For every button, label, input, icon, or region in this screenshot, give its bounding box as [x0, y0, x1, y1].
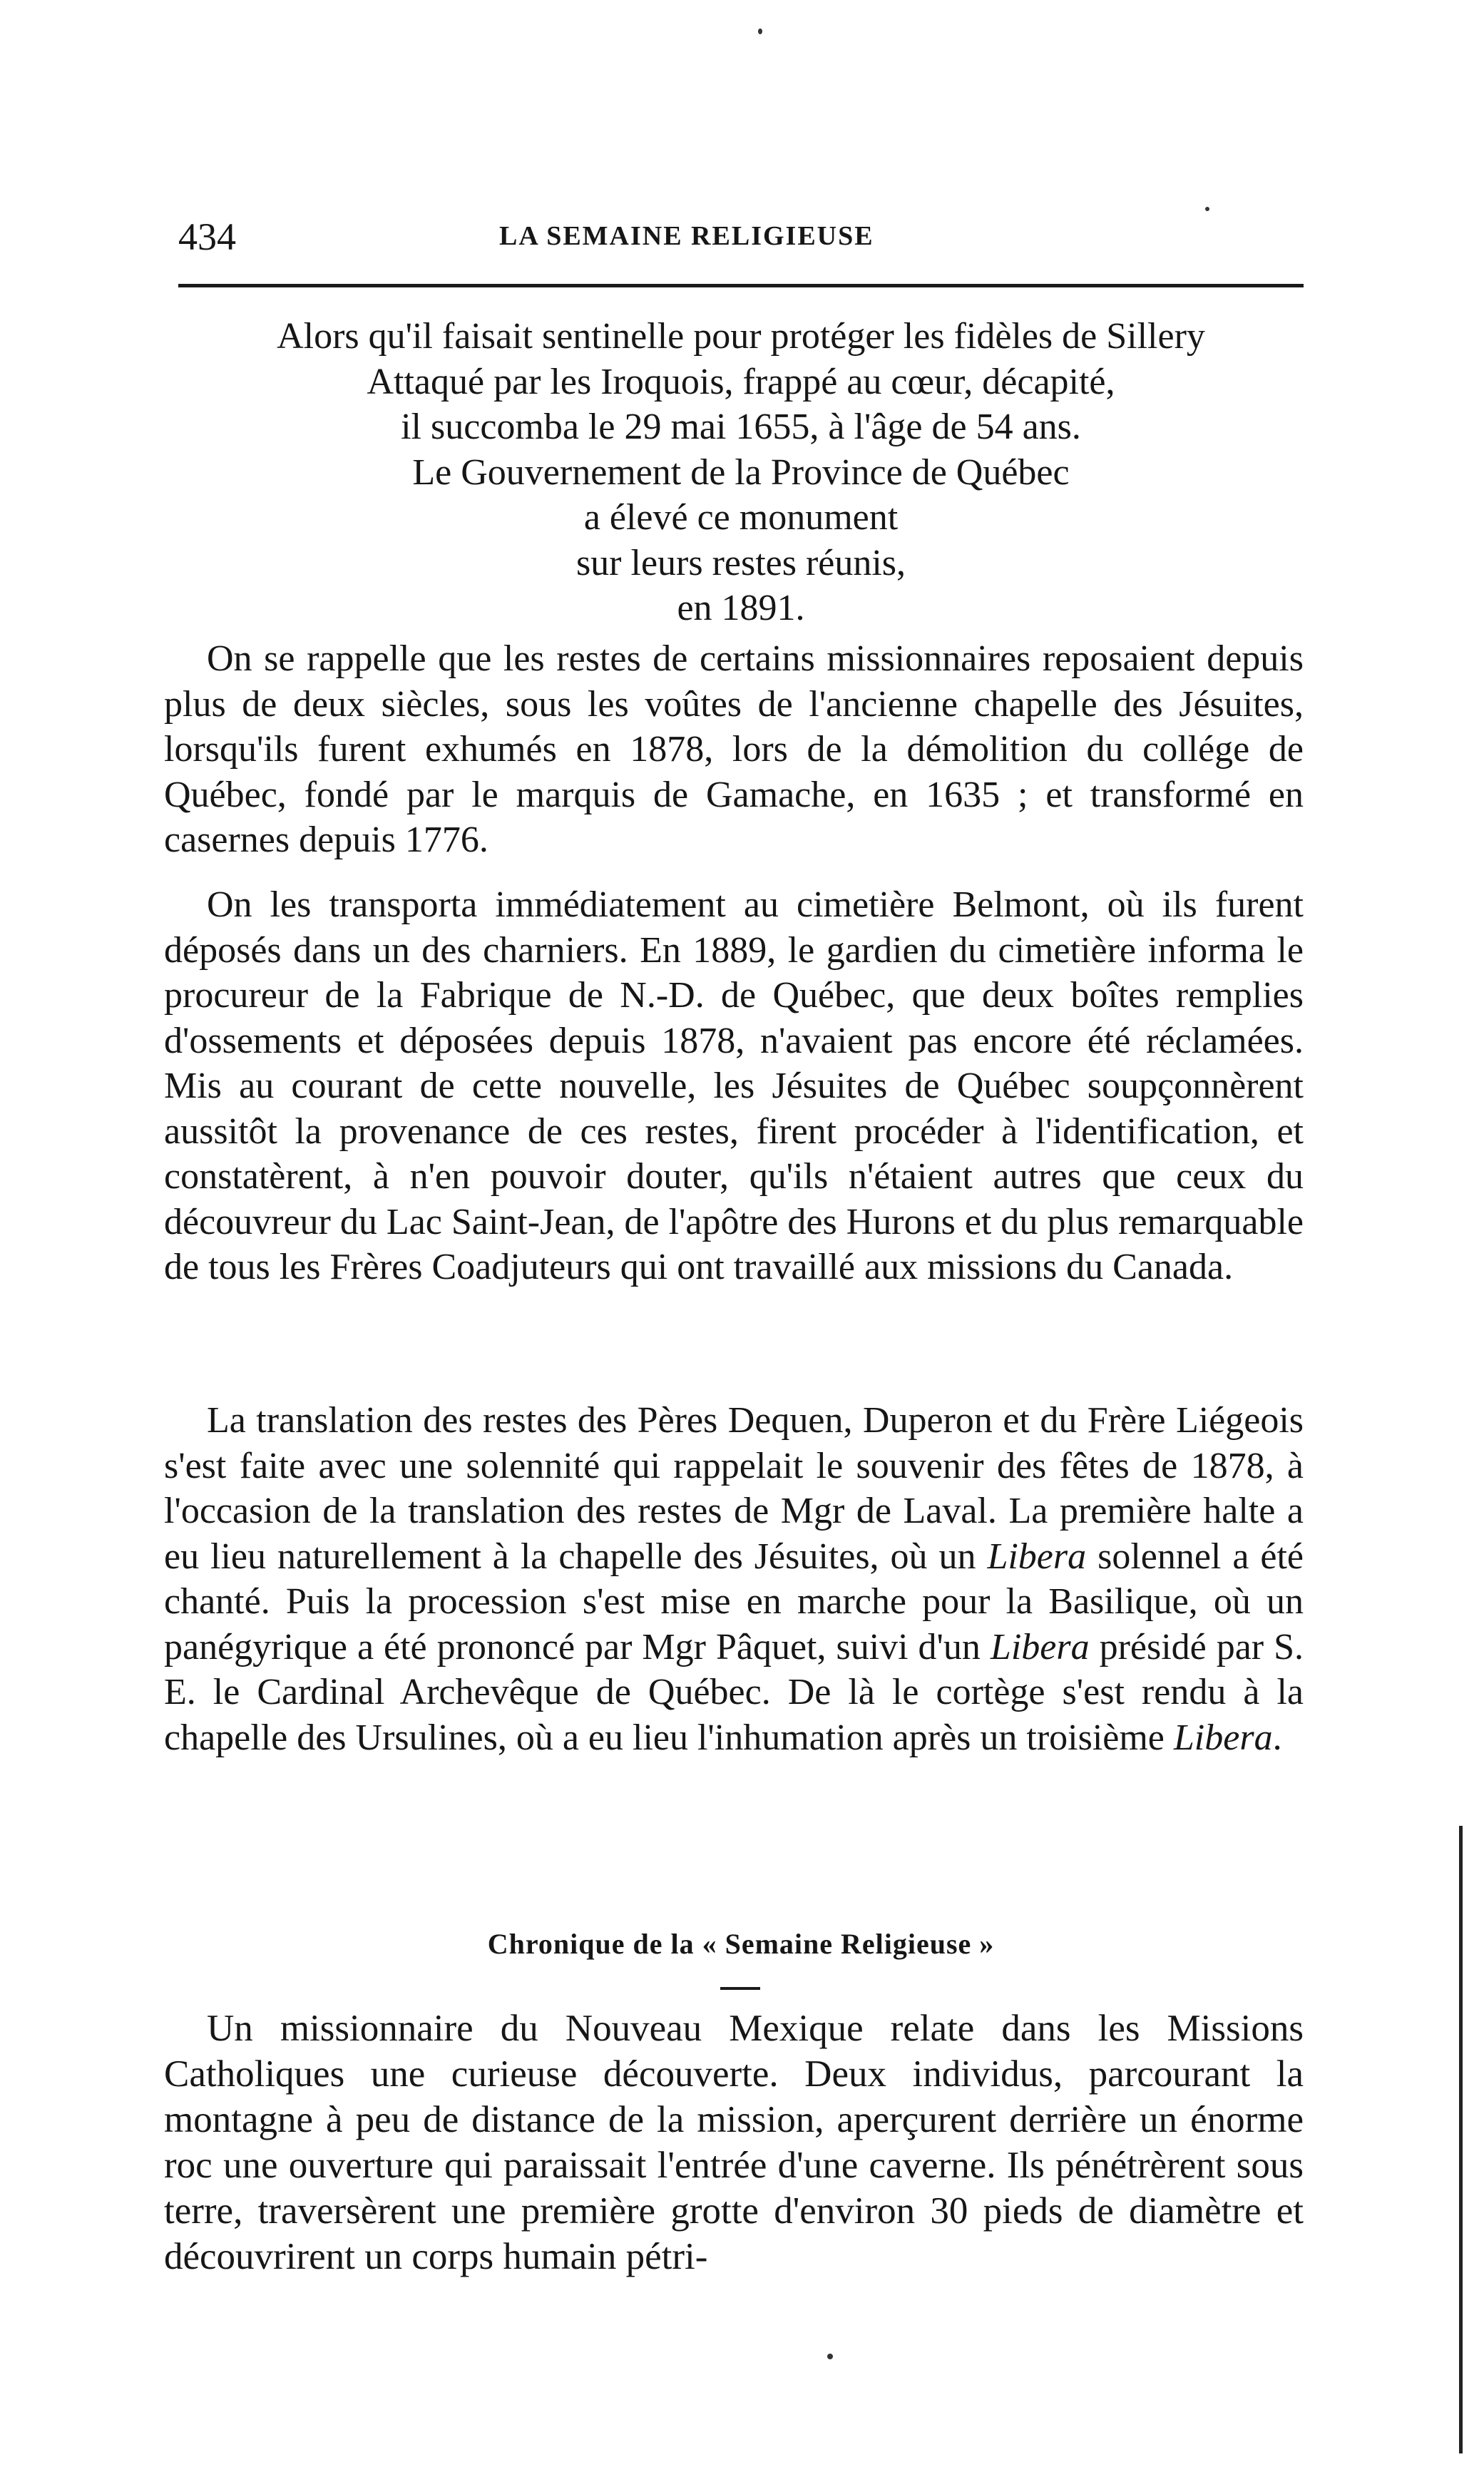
inscription-line: sur leurs restes réunis,: [575, 542, 906, 583]
inscription-line: il succomba le 29 mai 1655, à l'âge de 54 ans.: [401, 407, 1081, 447]
libera-italic: Libera: [990, 1626, 1090, 1667]
page-number: 434: [178, 215, 236, 258]
text-run: La translation des restes des Pères Dequen, Duperon et du Frère Liégeois s'est faite avec une solennité qui rappelait le souvenir des fêtes de 1878, à l'occasion de la translation des restes de Mgr de Laval. La première halte a eu lieu naturellement à la chapelle des Jésuites, où un: [164, 1400, 1304, 1577]
paragraph-text: On les transporta immédiatement au cimetière Belmont, où ils furent déposés dans un des charniers. En 1889, le gardien du cimetière informa le procureur de la Fabrique de N.-D. de Québec, que deux boîtes remplies d'ossements et déposées depuis 1878, n'avaient pas encore été réclamées. Mis au courant de cette nouvelle, les Jésuites de Québec soupçonnèrent aussitôt la provenance de ces restes, firent procéder à l'identification, et constatèrent, à n'en pouvoir douter, qu'ils n'étaient autres que ceux du découvreur du Lac Saint-Jean, de l'apôtre des Hurons et du plus remarquable de tous les Frères Coadjuteurs qui ont travaillé aux missions du Canada.: [164, 884, 1304, 1287]
header-rule: [178, 284, 1304, 287]
ink-speck: [758, 29, 762, 34]
section-title: Chronique de la « Semaine Religieuse »: [487, 1928, 995, 1960]
inscription-line: a élevé ce monument: [583, 497, 899, 538]
text-run: solennel a été chanté. Puis la procession s'est mise en marche pour la Basilique, où un panégyrique a été prononcé par Mgr Pâquet, suivi d'un: [164, 1536, 1304, 1667]
paragraph-text: Un missionnaire du Nouveau Mexique relate dans les Missions Catholiques une curieuse découverte. Deux individus, parcourant la montagne à peu de distance de la mission, aperçurent derrière un énorme roc une ouverture qui paraissait l'entrée d'une caverne. Ils pénétrèrent sous terre, traversèrent une première grotte d'environ 30 pieds de diamètre et découvrirent un corps humain pétri-: [164, 2008, 1304, 2277]
running-head: LA SEMAINE RELIGIEUSE: [499, 221, 874, 251]
paragraph-text: [164, 1398, 1304, 1760]
text-run: présidé par S. E. le Cardinal Archevêque de Québec. De là le cortège s'est rendu à la chapelle des Ursulines, où a eu lieu l'inhumation après un troisième: [164, 1626, 1304, 1758]
monument-inscription: [178, 314, 1304, 631]
libera-italic: Libera: [1173, 1717, 1273, 1758]
paragraph-translation: [164, 1398, 1304, 1760]
inscription-line: Alors qu'il faisait sentinelle pour protéger les fidèles de Sillery: [277, 316, 1205, 357]
ink-speck: [1205, 207, 1209, 211]
inscription-line: en 1891.: [677, 588, 805, 628]
paragraph-exhumation: [164, 636, 1304, 863]
paragraph-text: On se rappelle que les restes de certains missionnaires reposaient depuis plus de deux siècles, sous les voûtes de l'ancienne chapelle des Jésuites, lorsqu'ils furent exhumés en 1878, lors de la démolition du collége de Québec, fondé par le marquis de Gamache, en 1635 ; et transformé en casernes depuis 1776.: [164, 638, 1304, 860]
inscription-line: Attaqué par les Iroquois, frappé au cœur, décapité,: [367, 361, 1115, 402]
paragraph-chronicle: [164, 2006, 1304, 2279]
section-rule: [720, 1987, 760, 1990]
paragraph-identification: [164, 882, 1304, 1290]
libera-italic: Libera: [987, 1536, 1087, 1577]
ink-speck: [827, 2354, 833, 2359]
inscription-line: Le Gouvernement de la Province de Québec: [412, 451, 1070, 493]
page-edge-mark: [1459, 1826, 1463, 2453]
text-run: .: [1272, 1717, 1282, 1758]
